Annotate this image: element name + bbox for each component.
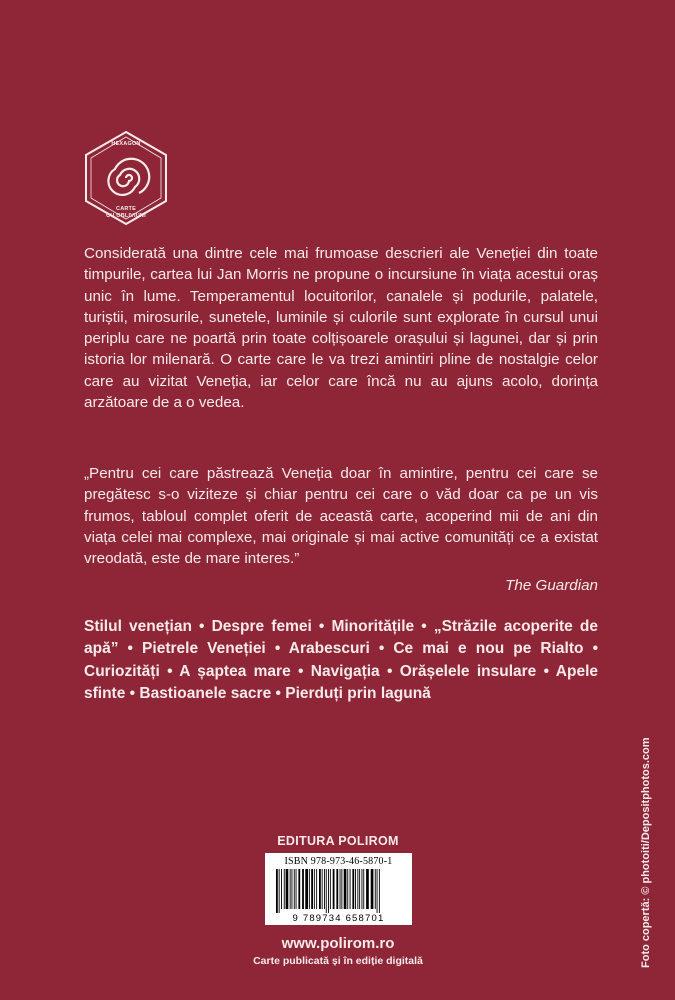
barcode-bar [284, 869, 285, 909]
barcode-bar [314, 869, 315, 909]
digital-edition-note: Carte publicată și în ediție digitală [253, 955, 423, 967]
barcode-bar [344, 869, 347, 909]
chapter-list: Stilul venețian • Despre femei • Minoritățile • „Străzile acoperite de apă” • Pietrele Veneției • Arabescuri • Ce mai e nou pe Rialto • Curiozități • A șaptea mare • Navigația • Orășelele insulare • Apele sfinte • Bastioanele sacre • Pierduți prin lagună [84, 618, 598, 702]
publisher-name: EDITURA POLIROM [277, 834, 399, 848]
logo-bottom-subtext: CU OBLIVIUNI [106, 213, 146, 219]
barcode-bar [347, 869, 348, 909]
barcode-digits: 9 789734 658701 [292, 913, 385, 924]
barcode-bar [333, 869, 335, 909]
barcode-bar [279, 869, 280, 913]
barcode-bar [309, 869, 310, 909]
barcode-bar [292, 869, 293, 909]
barcode-bar [330, 869, 331, 909]
barcode-bar [340, 869, 341, 909]
barcode-bar [379, 869, 380, 913]
barcode-bar [362, 869, 363, 909]
barcode-bar [363, 869, 364, 909]
photo-credit: Foto copertă: © photoiti/Depositphotos.com [640, 737, 652, 968]
publisher-logo [82, 128, 170, 228]
book-description: Considerată una dintre cele mai frumoase descrieri ale Veneției din toate timpurile, cartea lui Jan Morris ne propune o incursiune în viața acestui oraș unic în lume. Temperamentul locuitorilor, canalele și podurile, palatele, turiștii, mirosurile, sunetele, luminile și culorile sunt explorate în cursul unui periplu care ne poartă prin toate colțișoarele orașului și lagunei, dar și prin istoria lor milenară. O carte care le va trezi amintiri pline de nostalgie celor care au vizitat Veneția, iar celor care încă nu au ajuns acolo, dorința arzătoare de a o vedea. [84, 245, 598, 412]
barcode-bar [359, 869, 360, 909]
quote-source: The Guardian [505, 577, 598, 594]
barcode-bar [350, 869, 351, 909]
publisher-website[interactable]: www.polirom.ro [281, 935, 395, 952]
barcode-bar [324, 869, 325, 909]
barcode-bar [352, 869, 354, 909]
barcode-bar [371, 869, 374, 909]
barcode-bar [328, 869, 329, 913]
barcode-bar [357, 869, 358, 909]
barcode-bar [311, 869, 313, 909]
barcode-bars [275, 869, 403, 913]
barcode-bar [355, 869, 356, 909]
barcode-bar [366, 869, 369, 909]
barcode-bar [322, 869, 323, 909]
barcode-bar [316, 869, 317, 909]
barcode-bar [290, 869, 291, 909]
barcode-bar [294, 869, 295, 909]
barcode-bar [296, 869, 297, 909]
barcode [265, 853, 412, 925]
barcode-bar [377, 869, 378, 913]
barcode-bar [276, 869, 278, 913]
barcode-bar [298, 869, 300, 909]
barcode-bar [336, 869, 338, 909]
isbn-text: ISBN 978-973-46-5870-1 [284, 856, 393, 867]
barcode-bar [375, 869, 376, 909]
barcode-bar [319, 869, 321, 909]
barcode-bar [326, 869, 327, 913]
review-quote: „Pentru cei care păstrează Veneția doar în amintire, pentru cei care se pregătesc s-o viziteze și chiar pentru cei care o văd doar ca pe un vis frumos, tabloul complet oferit de această carte, acoperind mii de ani din viața celei mai complexe, mai originale și mai active comunități ce a existat vreodată, este de mare interes.” [84, 465, 598, 568]
barcode-bar [281, 869, 282, 909]
barcode-bar [305, 869, 308, 909]
barcode-bar [286, 869, 289, 909]
barcode-bar [341, 869, 342, 909]
logo-bottom-text: CARTE [116, 206, 136, 212]
logo-top-text: HEXAGON [111, 141, 141, 147]
barcode-bar [302, 869, 304, 909]
